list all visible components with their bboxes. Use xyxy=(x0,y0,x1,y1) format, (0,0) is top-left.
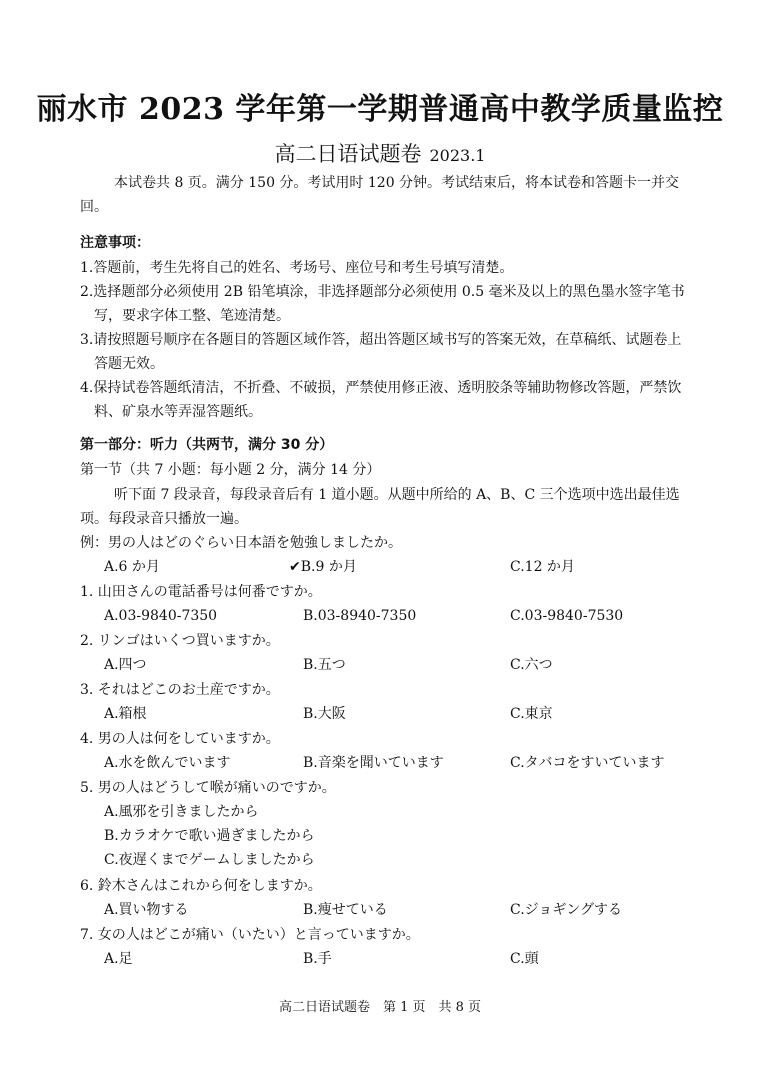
option-c: C.03-9840-7530 xyxy=(510,608,624,624)
question: 4. 男の人は何をしていますか。 xyxy=(80,731,280,747)
notice-item: 2.选择题部分必须使用 2B 铅笔填涂，非选择题部分必须使用 0.5 毫米及以上的黑色墨水签字笔书写，要求字体工整、笔迹清楚。 xyxy=(80,284,685,324)
option-b: B.9 か月 xyxy=(300,559,357,575)
example-question: 例：男の人はどのぐらい日本語を勉強しましたか。 xyxy=(80,535,402,551)
notice-item: 1.答题前，考生先将自己的姓名、考场号、座位号和考生号填写清楚。 xyxy=(80,260,514,276)
option-b: B.音楽を聞いています xyxy=(303,755,444,771)
notice-item: 4.保持试卷答题纸清洁，不折叠、不破损，严禁使用修正液、透明胶条等辅助物修改答题，严禁饮料、矿泉水等弄湿答题纸。 xyxy=(80,380,682,420)
option-a: A.四つ xyxy=(104,657,147,673)
option-a: A.買い物する xyxy=(104,902,189,918)
option-b: B.手 xyxy=(303,951,332,967)
option-a: A.風邪を引きましたから xyxy=(104,804,259,820)
question: 6. 鈴木さんはこれから何をしますか。 xyxy=(80,878,322,894)
section-title: 第一节（共 7 小题：每小题 2 分，满分 14 分） xyxy=(80,462,381,478)
exam-title: 丽水市 2023 学年第一学期普通高中教学质量监控 xyxy=(36,92,724,127)
question: 5. 男の人はどうして喉が痛いのですか。 xyxy=(80,780,336,796)
question: 2. リンゴはいくつ買いますか。 xyxy=(80,633,280,649)
question: 1. 山田さんの電話番号は何番ですか。 xyxy=(80,584,322,600)
option-c: C.ジョギングする xyxy=(510,902,622,918)
option-c: C.頭 xyxy=(510,951,539,967)
option-c: C.夜遅くまでゲームしましたから xyxy=(104,852,315,868)
option-b: B.痩せている xyxy=(303,902,388,918)
question: 7. 女の人はどこが痛い（いたい）と言っていますか。 xyxy=(80,927,420,943)
section-instruction: 听下面 7 段录音，每段录音后有 1 道小题。从题中所给的 A、B、C 三个选项中选出最佳选项。每段录音只播放一遍。 xyxy=(80,487,680,527)
option-b: B.五つ xyxy=(303,657,346,673)
question: 3. それはどこのお土産ですか。 xyxy=(80,682,280,698)
option-a: A.足 xyxy=(104,951,133,967)
exam-date: 2023.1 xyxy=(429,146,486,165)
option-b: B.大阪 xyxy=(303,706,346,722)
example-option-b xyxy=(289,557,357,577)
option-c: C.タバコをすいています xyxy=(510,755,665,771)
notice-title: 注意事项： xyxy=(80,235,150,251)
option-b: B.カラオケで歌い過ぎましたから xyxy=(104,828,315,844)
option-b: B.03-8940-7350 xyxy=(303,608,417,624)
option-a: A.箱根 xyxy=(104,706,147,722)
subtitle-text: 高二日语试题卷 xyxy=(274,142,422,166)
option-a: A.水を飲んでいます xyxy=(104,755,231,771)
part-title: 第一部分：听力（共两节，满分 30 分） xyxy=(80,437,334,453)
option-a: A.03-9840-7350 xyxy=(104,608,218,624)
page-footer: 高二日语试题卷 第 1 页 共 8 页 xyxy=(278,1000,482,1015)
option-c: C.東京 xyxy=(510,706,553,722)
exam-subtitle xyxy=(0,138,760,168)
check-mark-icon: ✔ xyxy=(289,559,301,575)
notice-item: 3.请按照题号顺序在各题目的答题区域作答，超出答题区域书写的答案无效，在草稿纸、试题卷上答题无效。 xyxy=(80,332,682,372)
intro-paragraph: 本试卷共 8 页。满分 150 分。考试用时 120 分钟。考试结束后，将本试卷和答题卡一并交回。 xyxy=(80,175,680,215)
option-c: C.六つ xyxy=(510,657,553,673)
option-c: C.12 か月 xyxy=(510,559,575,575)
option-a: A.6 か月 xyxy=(104,559,160,575)
